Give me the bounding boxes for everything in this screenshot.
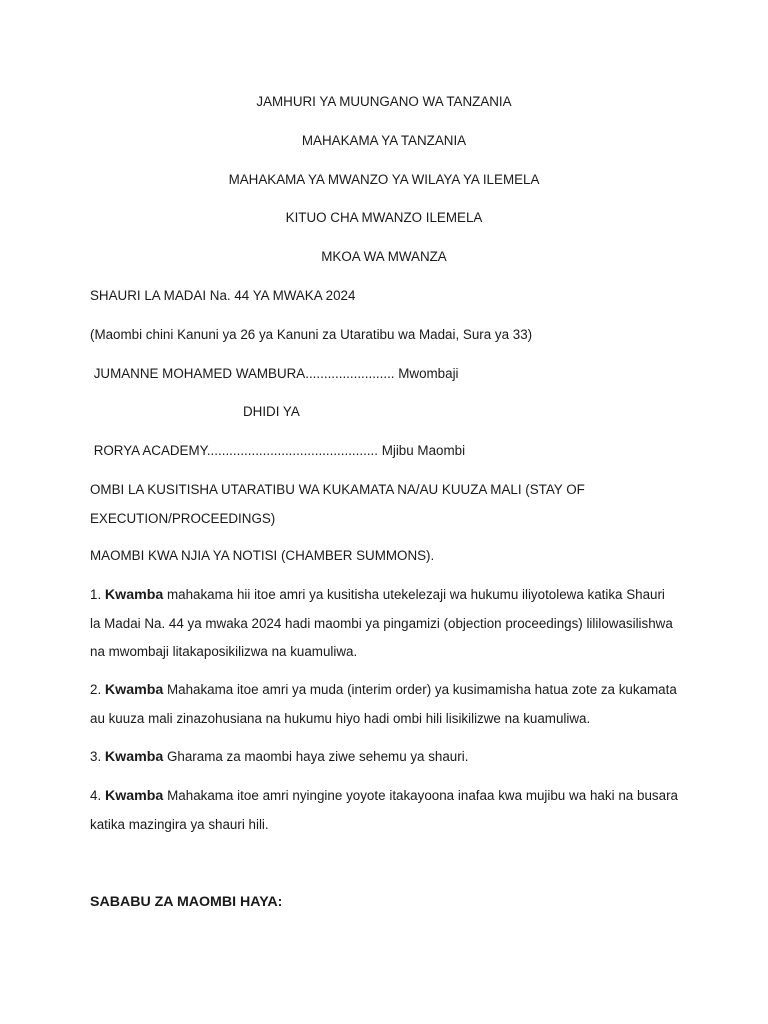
prayer-text: Mahakama itoe amri ya muda (interim order) ya kusimamisha hatua zote za kukamata au kuuza mali zinazohusiana na hukumu hiyo hadi ombi hili lisikilizwe na kuamuliwa. — [90, 682, 677, 726]
versus-line: DHIDI YA — [243, 404, 300, 419]
prayer-text: mahakama hii itoe amri ya kusitisha utekelezaji wa hukumu iliyotolewa katika Shauri la Madai Na. 44 ya mwaka 2024 hadi maombi ya pingamizi (objection proceedings) lililowasilishwa na mwombaji litakaposikilizwa na kuamuliwa. — [90, 587, 673, 659]
prayer-2 — [90, 676, 678, 733]
prayer-4 — [90, 782, 678, 839]
header-primary-court: MAHAKAMA YA MWANZO YA WILAYA YA ILEMELA — [228, 172, 540, 187]
chamber-summons: MAOMBI KWA NJIA YA NOTISI (CHAMBER SUMMONS). — [90, 548, 435, 563]
header-station: KITUO CHA MWANZO ILEMELA — [285, 210, 483, 225]
prayer-number: 1. — [90, 587, 102, 602]
respondent-line: RORYA ACADEMY.............................................. Mjibu Maombi — [90, 443, 466, 458]
header-court: MAHAKAMA YA TANZANIA — [301, 133, 467, 148]
prayer-text: Gharama za maombi haya ziwe sehemu ya shauri. — [166, 749, 469, 764]
application-title: OMBI LA KUSITISHA UTARATIBU WA KUKAMATA NA/AU KUUZA MALI (STAY OF EXECUTION/PROCEEDINGS) — [90, 482, 585, 526]
applicant-line: JUMANNE MOHAMED WAMBURA........................ Mwombaji — [90, 366, 459, 381]
prayer-number: 2. — [90, 682, 102, 697]
case-rule: (Maombi chini Kanuni ya 26 ya Kanuni za Utaratibu wa Madai, Sura ya 33) — [90, 327, 533, 342]
prayer-keyword: Kwamba — [104, 749, 164, 765]
prayer-keyword: Kwamba — [104, 587, 164, 603]
prayer-text: Mahakama itoe amri nyingine yoyote itakayoona inafaa kwa mujibu wa haki na busara katika mazingira ya shauri hili. — [90, 788, 678, 832]
reasons-heading: SABABU ZA MAOMBI HAYA: — [90, 894, 283, 910]
header-region: MKOA WA MWANZA — [321, 249, 447, 264]
prayer-3 — [90, 743, 678, 772]
prayer-number: 4. — [90, 788, 102, 803]
case-number: SHAURI LA MADAI Na. 44 YA MWAKA 2024 — [90, 288, 356, 303]
prayer-1 — [90, 581, 678, 667]
prayer-keyword: Kwamba — [104, 682, 164, 698]
prayer-number: 3. — [90, 749, 102, 764]
prayer-keyword: Kwamba — [104, 788, 164, 804]
header-republic: JAMHURI YA MUUNGANO WA TANZANIA — [256, 94, 512, 109]
